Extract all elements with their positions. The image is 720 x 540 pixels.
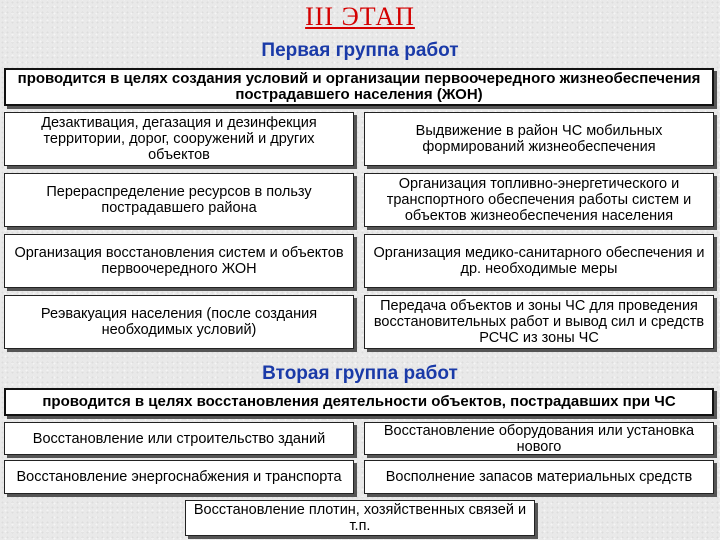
box-text: Перераспределение ресурсов в пользу пострадавшего района (46, 184, 312, 216)
box-text: Восстановление плотин, хозяйственных связей и т.п. (193, 502, 527, 534)
group2-left-box-1 (4, 422, 354, 455)
group2-left-box-2 (4, 460, 354, 494)
box-text: Организация топливно-энергетического и транспортного обеспечения работы систем и объектов жизнеобеспечения населения (386, 176, 692, 224)
group2-right-box-2 (364, 460, 714, 494)
box-text: Организация медико-санитарного обеспечения и др. необходимые меры (373, 245, 705, 277)
group2-bottom-box (185, 500, 535, 536)
group2-header-text: проводится в целях восстановления деятельности объектов, пострадавших при ЧС (42, 393, 676, 410)
box-text: Восстановление или строительство зданий (32, 430, 326, 447)
group1-right-box-3 (364, 234, 714, 288)
group2-header-box (4, 388, 714, 416)
group1-left-box-4 (4, 295, 354, 349)
group1-title: Первая группа работ (261, 40, 459, 61)
group1-left-box-2 (4, 173, 354, 227)
box-text: Организация восстановления систем и объектов первоочередного ЖОН (14, 245, 344, 277)
box-text: Восстановление оборудования или установка нового (383, 422, 695, 455)
group1-left-box-1 (4, 112, 354, 166)
box-text: Восполнение запасов материальных средств (385, 469, 693, 485)
group1-left-box-3 (4, 234, 354, 288)
group1-right-box-4 (364, 295, 714, 349)
group1-header-box (4, 68, 714, 106)
group2-title: Вторая группа работ (262, 363, 458, 384)
stage-title: III ЭТАП (305, 2, 415, 31)
box-text: Выдвижение в район ЧС мобильных формирований жизнеобеспечения (415, 123, 663, 155)
box-text: Передача объектов и зоны ЧС для проведения восстановительных работ и вывод сил и средств РСЧС из зоны ЧС (373, 298, 705, 346)
box-text: Восстановление энергоснабжения и транспорта (16, 469, 342, 485)
box-text: Дезактивация, дегазация и дезинфекция территории, дорог, сооружений и других объектов (41, 115, 317, 163)
group1-right-box-1 (364, 112, 714, 166)
box-text: Реэвакуация населения (после создания необходимых условий) (40, 306, 318, 338)
group1-right-box-2 (364, 173, 714, 227)
group1-header-text: проводится в целях создания условий и организации первоочередного жизнеобеспечения пострадавшего населения (ЖОН) (17, 70, 701, 103)
group2-right-box-1 (364, 422, 714, 455)
